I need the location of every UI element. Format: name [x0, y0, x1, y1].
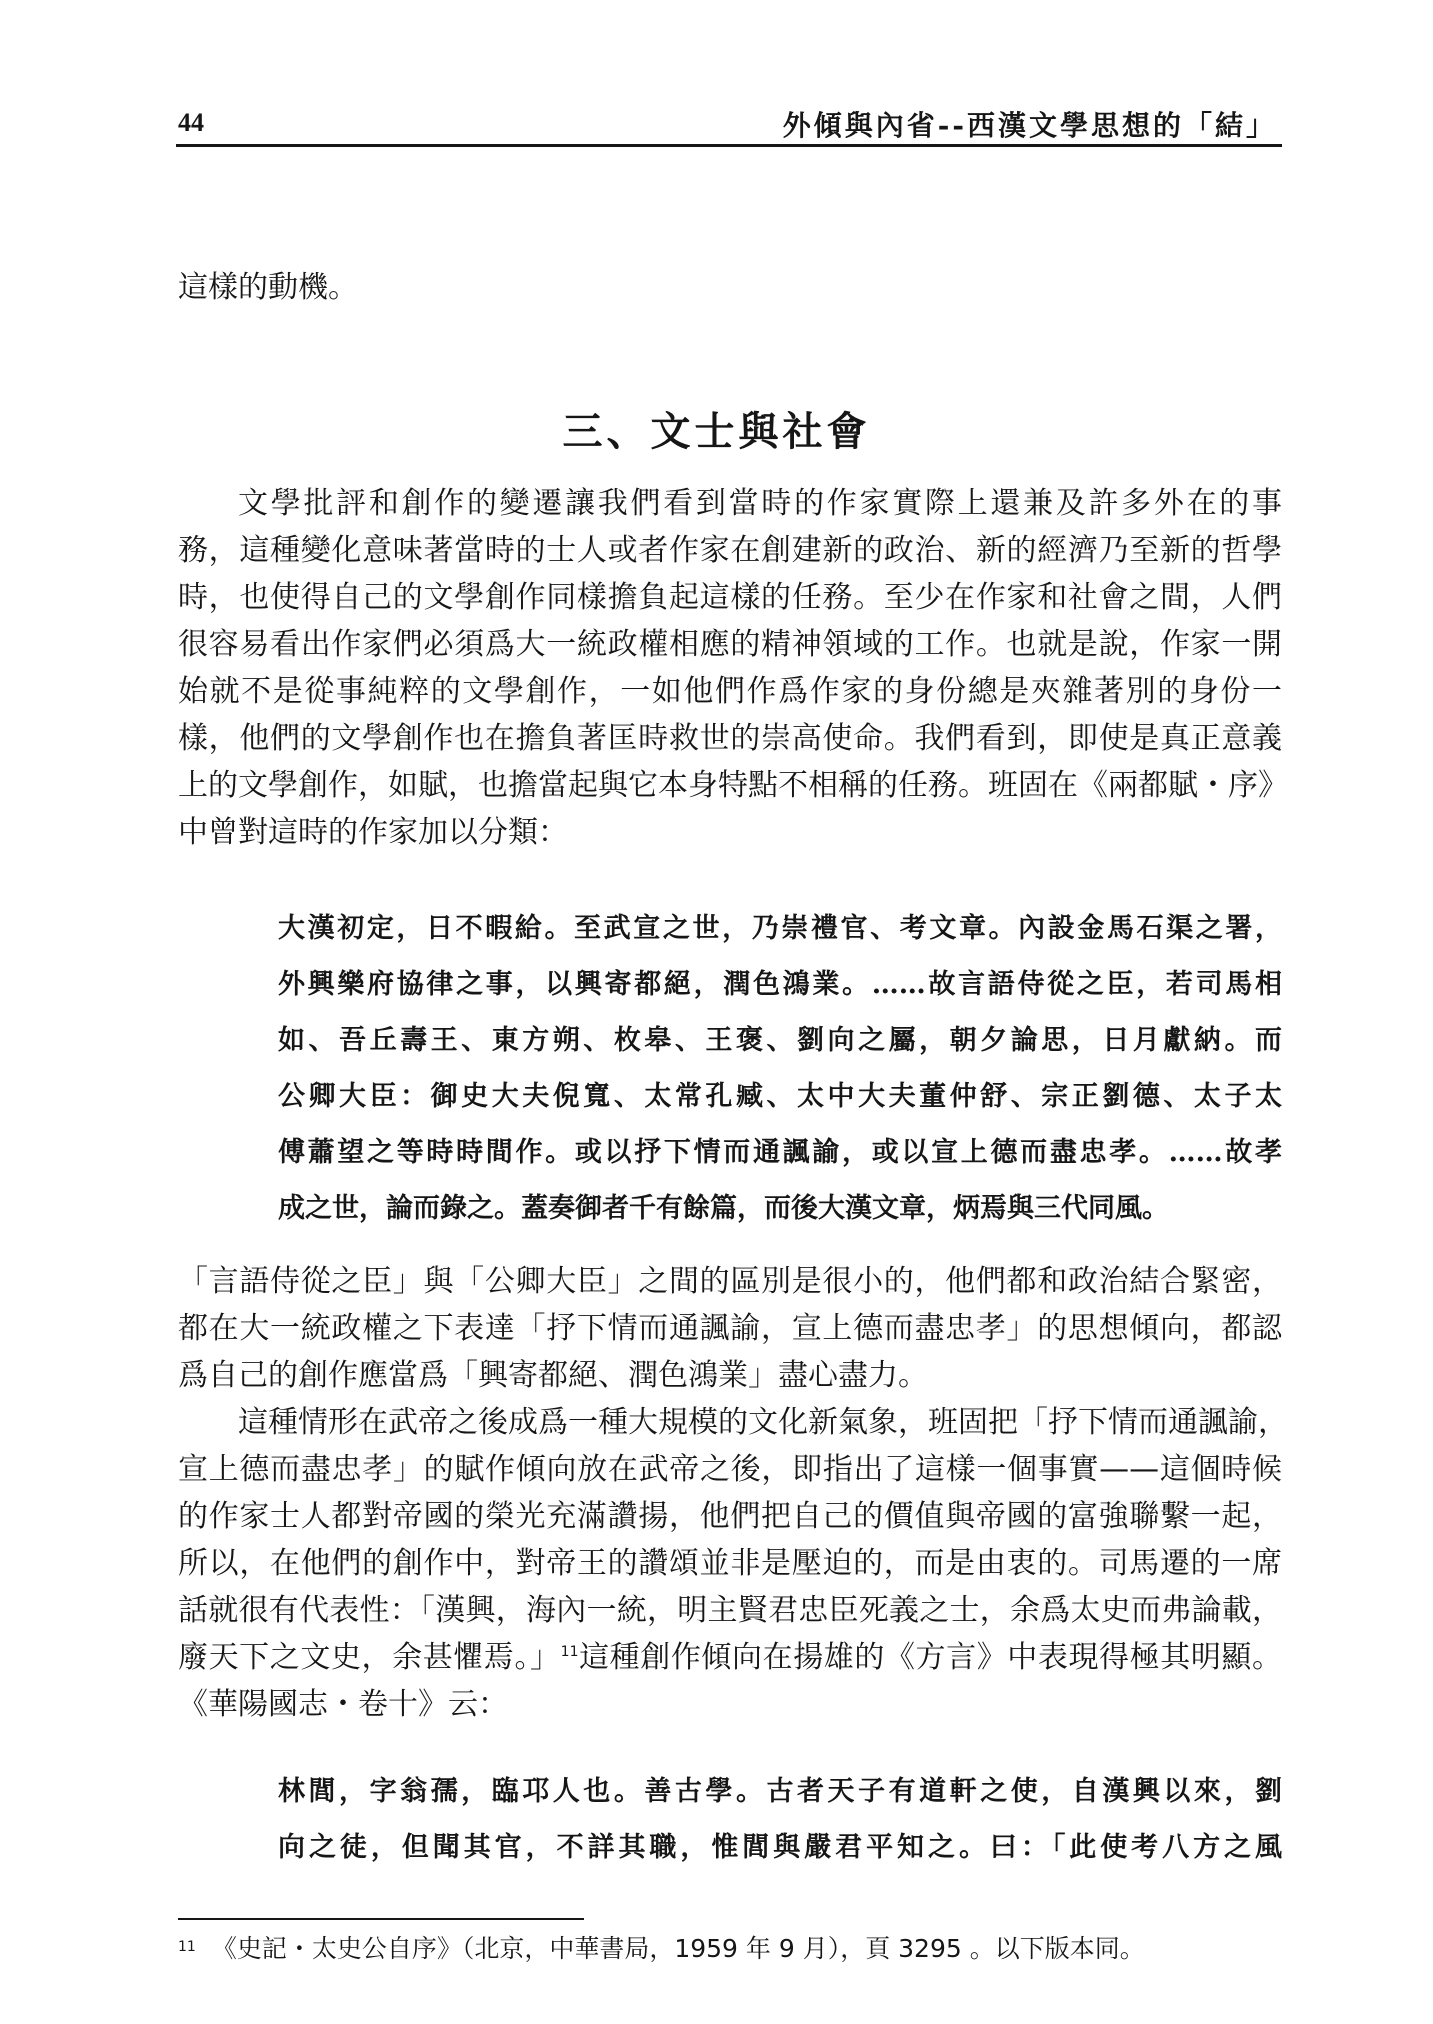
paragraph1-line: 務，這種變化意味著當時的士人或者作家在創建新的政治、新的經濟乃至新的哲學: [178, 533, 1282, 568]
paragraph3-line: 所以，在他們的創作中，對帝王的讚頌並非是壓迫的，而是由衷的。司馬遷的一席: [178, 1546, 1282, 1581]
quote2-line: 林閭，字翁孺，臨邛人也。善古學。古者天子有道軒之使，自漢興以來，劉: [278, 1776, 1282, 1807]
footnote-reference[interactable]: 11: [560, 1644, 579, 1660]
paragraph3-line: 這種情形在武帝之後成爲一種大規模的文化新氣象，班固把「抒下情而通諷諭，: [238, 1405, 1288, 1440]
paragraph2-line: 爲自己的創作應當爲「興寄都絕、潤色鴻業」盡心盡力。: [178, 1358, 928, 1393]
paragraph1-line: 始就不是從事純粹的文學創作，一如他們作爲作家的身份總是夾雜著別的身份一: [178, 674, 1282, 709]
paragraph2-line: 都在大一統政權之下表達「抒下情而通諷諭，宣上德而盡忠孝」的思想傾向，都認: [178, 1311, 1282, 1346]
paragraph1-line: 上的文學創作，如賦，也擔當起與它本身特點不相稱的任務。班固在《兩都賦・序》: [178, 768, 1288, 803]
paragraph1-line: 中曾對這時的作家加以分類：: [178, 815, 568, 850]
paragraph3-line: 宣上德而盡忠孝」的賦作傾向放在武帝之後，即指出了這樣一個事實——這個時候: [178, 1452, 1282, 1487]
paragraph3-line-part: 廢天下之文史，余甚懼焉。」: [178, 1640, 561, 1675]
quote1-line: 大漢初定，日不暇給。至武宣之世，乃崇禮官、考文章。內設金馬石渠之署，: [278, 913, 1282, 944]
paragraph1-line: 樣，他們的文學創作也在擔負著匡時救世的崇高使命。我們看到，即使是真正意義: [178, 721, 1282, 756]
carryover-line: 這樣的動機。: [178, 270, 358, 305]
paragraph3-line-part: 這種創作傾向在揚雄的《方言》中表現得極其明顯。: [578, 1640, 1283, 1675]
quote2-line: 向之徒，但聞其官，不詳其職，惟閭與嚴君平知之。曰：「此使考八方之風: [278, 1832, 1282, 1863]
paragraph3-line: [178, 1638, 1282, 1678]
paragraph3-line: 話就很有代表性：「漢興，海內一統，明主賢君忠臣死義之士，余爲太史而弗論載，: [178, 1593, 1282, 1628]
paragraph1-line: 很容易看出作家們必須爲大一統政權相應的精神領域的工作。也就是說，作家一開: [178, 627, 1282, 662]
footnote-rule: [178, 1918, 584, 1920]
quote1-line: 成之世，論而錄之。蓋奏御者千有餘篇，而後大漢文章，炳焉與三代同風。: [278, 1193, 1169, 1224]
page-number: 44: [178, 108, 204, 137]
footnote: [178, 1932, 1145, 1966]
paragraph3-line: 《華陽國志・卷十》云：: [178, 1687, 508, 1722]
header-rule: [176, 144, 1282, 147]
footnote-text: 《史記・太史公自序》（北京，中華書局，1959 年 9 月），頁 3295 。以下版本同。: [211, 1934, 1145, 1963]
quote1-line: 外興樂府協律之事，以興寄都絕，潤色鴻業。……故言語侍從之臣，若司馬相: [278, 969, 1282, 1000]
quote1-line: 如、吾丘壽王、東方朔、枚皋、王褒、劉向之屬，朝夕論思，日月獻納。而: [278, 1025, 1282, 1056]
paragraph2-line: 「言語侍從之臣」與「公卿大臣」之間的區別是很小的，他們都和政治結合緊密，: [178, 1264, 1282, 1299]
quote1-line: 傅蕭望之等時時間作。或以抒下情而通諷諭，或以宣上德而盡忠孝。……故孝: [278, 1137, 1282, 1168]
paragraph1-line: 文學批評和創作的變遷讓我們看到當時的作家實際上還兼及許多外在的事: [238, 486, 1282, 521]
section-heading: 三、文士與社會: [562, 409, 871, 455]
footnote-number: 11: [178, 1939, 196, 1955]
running-title: 外傾與內省--西漢文學思想的「結」: [782, 109, 1277, 142]
paragraph3-line: 的作家士人都對帝國的榮光充滿讚揚，他們把自己的價值與帝國的富強聯繫一起，: [178, 1499, 1282, 1534]
paragraph1-line: 時，也使得自己的文學創作同樣擔負起這樣的任務。至少在作家和社會之間，人們: [178, 580, 1282, 615]
quote1-line: 公卿大臣：御史大夫倪寬、太常孔臧、太中大夫董仲舒、宗正劉德、太子太: [278, 1081, 1282, 1112]
